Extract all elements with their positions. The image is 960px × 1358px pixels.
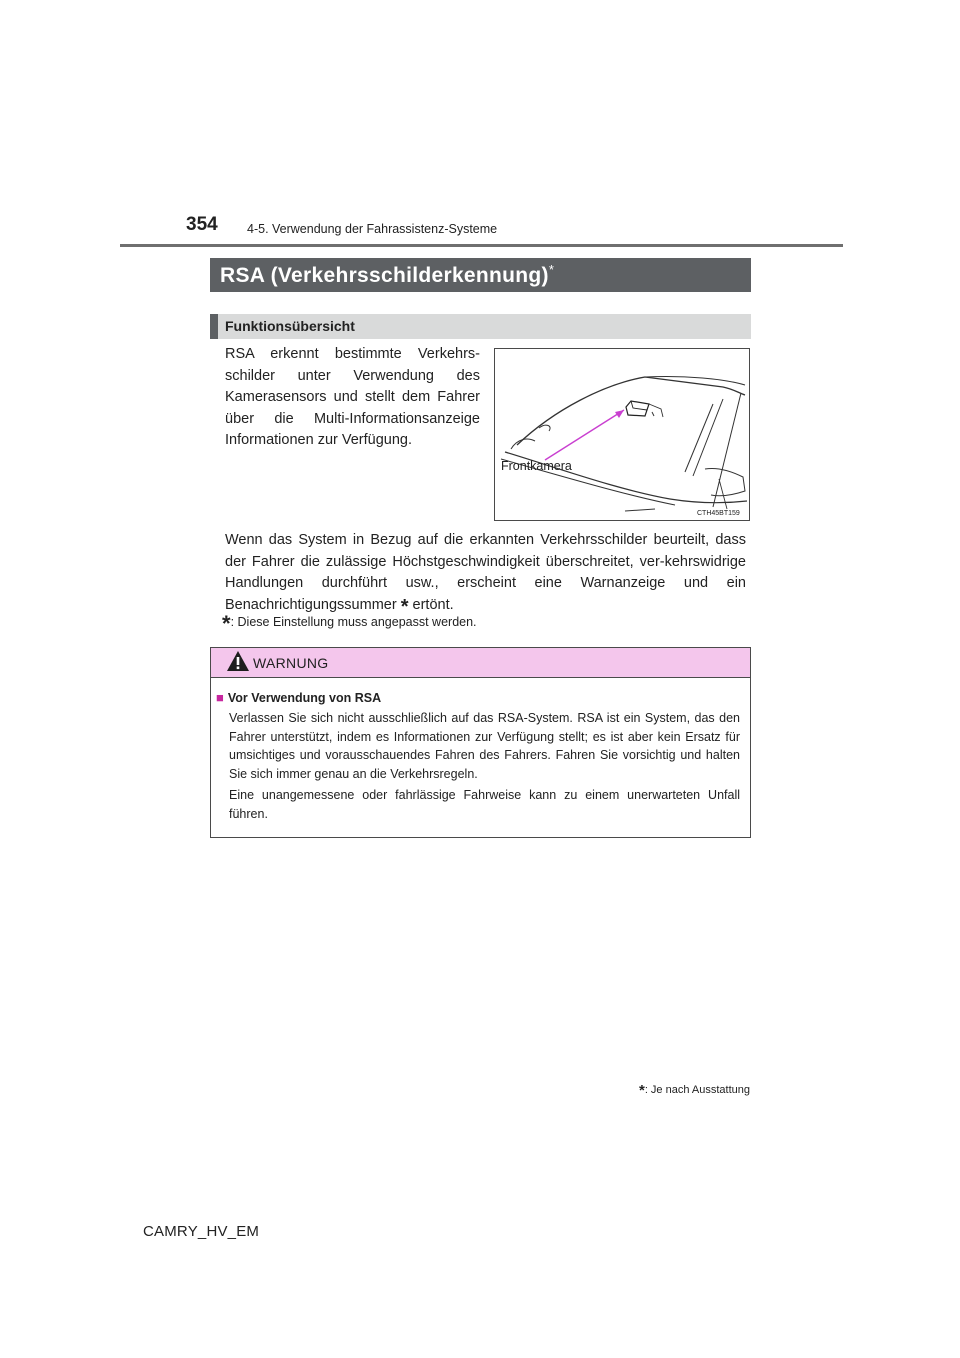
front-camera-illustration [494,348,750,521]
bullet-square-icon: ■ [216,690,224,705]
section-title: RSA (Verkehrsschilderkennung) [220,264,549,287]
footnote-marker: * [400,595,409,618]
warning-subheading [216,690,381,705]
footnote-mark: * [222,611,231,636]
document-id: CAMRY_HV_EM [143,1223,260,1240]
page-number: 354 [186,214,218,235]
description-text-end: ertönt. [408,596,454,613]
header-divider [120,244,843,247]
equipment-mark: * [548,262,555,277]
windshield-drawing [495,349,751,522]
warning-paragraph-1: Verlassen Sie sich nicht ausschließlich auf das RSA-System. RSA ist ein System, das den Fahrer unterstützt, indem es Informationen zur Verfügung stellt; es ist aber kein Ersatz für umsichtiges und vorausschauendes Fahren des Fahrers. Fahren Sie vorsichtig und halten Sie sich immer genau an die Verkehrsregeln. [229,711,740,781]
description-text: Wenn das System in Bezug auf die erkannten Verkehrsschilder beurteilt, dass der Fahrer die zulässige Höchstgeschwindigkeit überschreitet, ver-kehrswidrige Handlungen durchführt usw., erscheint eine Warnanzeige und ein Benachrichtigungssummer [225,532,746,613]
footnote-text: : Diese Einstellung muss angepasst werden. [230,615,477,629]
subheading: Funktionsübersicht [225,318,355,334]
warning-title: WARNUNG [253,655,329,671]
warning-subheading-text: Vor Verwendung von RSA [227,691,382,705]
equipment-note-text: : Je nach Ausstattung [644,1084,750,1096]
equipment-note [620,1082,750,1099]
front-camera-label: Frontkamera [501,459,572,473]
footnote [222,611,477,636]
figure-code: CTH45BT159 [697,510,740,517]
warning-triangle-icon [226,650,250,677]
equipment-note-mark: * [638,1082,645,1099]
section-title-bar [210,258,751,292]
intro-paragraph: RSA erkennt bestimmte Verkehrs-schilder unter Verwendung des Kamerasensors und stellt dem Fahrer über die Multi-Informationsanzeige Informationen zur Verfügung. [225,346,480,448]
subheading-bar [210,314,751,339]
warning-paragraph-2: Eine unangemessene oder fahrlässige Fahrweise kann zu einem unerwarteten Unfall führen. [229,788,740,821]
section-reference: 4-5. Verwendung der Fahrassistenz-Systeme [247,222,498,236]
description-paragraph [225,530,746,616]
